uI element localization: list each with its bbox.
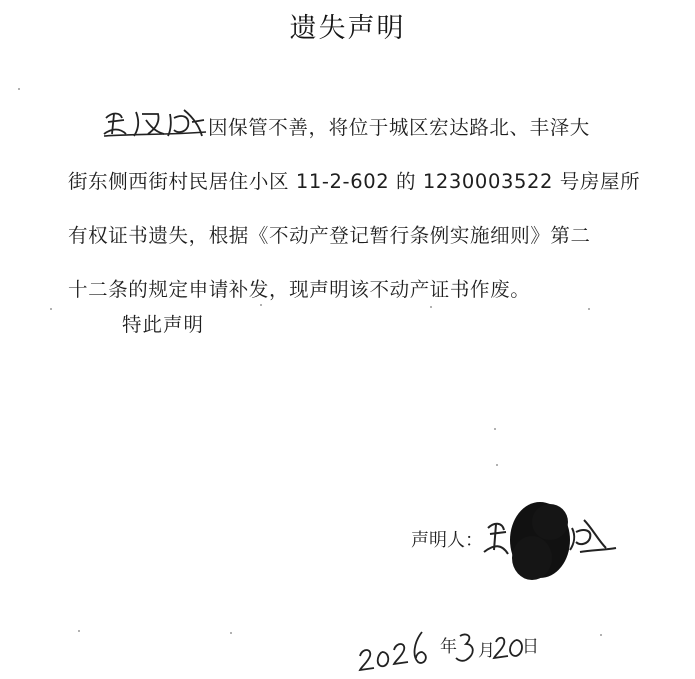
scan-speck: [600, 634, 602, 636]
scan-speck: [496, 464, 498, 466]
body-line-4: 十二条的规定申请补发，现声明该不动产证书作废。: [68, 278, 531, 301]
scan-speck: [78, 630, 80, 632]
body-line-1-text: 因保管不善，将位于城区宏达路北、丰泽大: [208, 116, 590, 139]
scan-speck: [260, 304, 262, 306]
handwritten-signature: [480, 498, 620, 588]
handwritten-signature-inline: [98, 110, 208, 140]
scan-speck: [50, 308, 52, 310]
month-char: 月: [478, 641, 495, 661]
year-char: 年: [440, 637, 457, 657]
declarant-label: 声明人：: [411, 530, 483, 551]
day-char: 日: [522, 637, 539, 657]
body-line-2: 街东侧西街村民居住小区 11-2-602 的 1230003522 号房屋所: [68, 170, 641, 193]
statement-body: [68, 101, 643, 317]
scan-speck: [430, 306, 432, 308]
scan-speck: [18, 88, 20, 90]
body-line-1: [68, 101, 643, 155]
signing-date: [356, 622, 556, 678]
page-title: 遗失声明: [289, 13, 406, 44]
scan-speck: [494, 428, 496, 430]
closing-text: 特此声明: [122, 313, 205, 336]
scan-speck: [588, 308, 590, 310]
scan-speck: [230, 632, 232, 634]
body-line-3: 有权证书遗失，根据《不动产登记暂行条例实施细则》第二: [68, 224, 591, 247]
